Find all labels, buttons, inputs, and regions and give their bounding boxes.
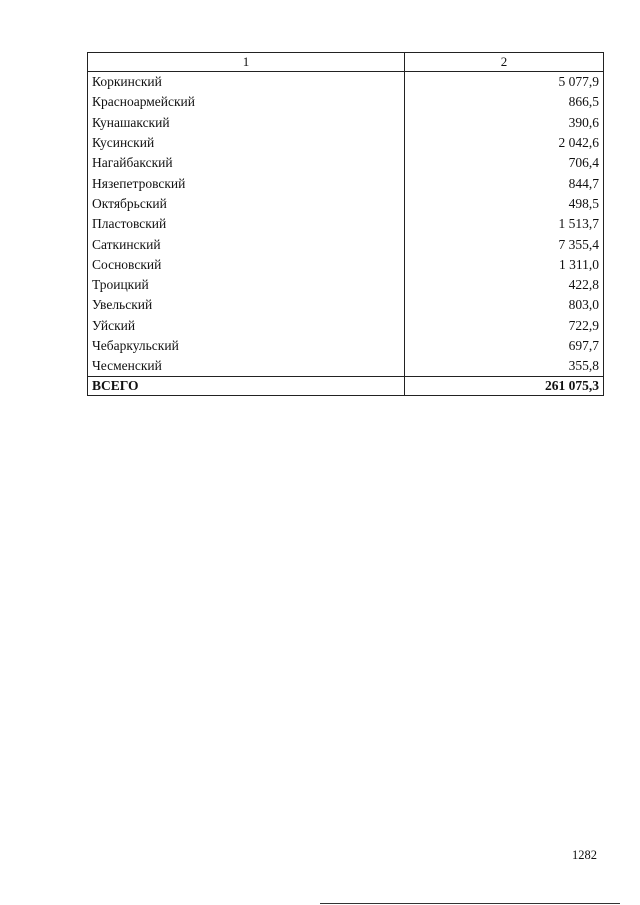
district-name: Пластовский: [88, 214, 405, 234]
total-value: 261 075,3: [405, 377, 604, 396]
bottom-divider: [320, 903, 620, 904]
table-row: [88, 234, 604, 254]
district-value: 844,7: [405, 173, 604, 193]
table-row: [88, 356, 604, 377]
district-name: Уйский: [88, 316, 405, 336]
district-value: 722,9: [405, 316, 604, 336]
district-value: 2 042,6: [405, 133, 604, 153]
district-value: 1 513,7: [405, 214, 604, 234]
district-value: 697,7: [405, 336, 604, 356]
district-name: Чебаркульский: [88, 336, 405, 356]
table-row: [88, 275, 604, 295]
district-value: 498,5: [405, 194, 604, 214]
district-value: 5 077,9: [405, 72, 604, 93]
table-row: [88, 336, 604, 356]
table-body: [88, 72, 604, 396]
table-row: [88, 173, 604, 193]
district-value: 866,5: [405, 92, 604, 112]
district-value: 7 355,4: [405, 234, 604, 254]
page-number: 1282: [572, 848, 597, 862]
district-name: Сосновский: [88, 255, 405, 275]
table-row: [88, 194, 604, 214]
table-row: [88, 255, 604, 275]
district-value: 706,4: [405, 153, 604, 173]
district-name: Троицкий: [88, 275, 405, 295]
data-table: [87, 52, 604, 396]
table-row: [88, 72, 604, 93]
district-name: Увельский: [88, 295, 405, 315]
district-name: Нязепетровский: [88, 173, 405, 193]
district-name: Красноармейский: [88, 92, 405, 112]
table-row: [88, 133, 604, 153]
district-name: Нагайбакский: [88, 153, 405, 173]
table-header-row: [88, 53, 604, 72]
total-label: ВСЕГО: [88, 377, 405, 396]
table-row: [88, 214, 604, 234]
district-value: 803,0: [405, 295, 604, 315]
district-name: Октябрьский: [88, 194, 405, 214]
district-value: 355,8: [405, 356, 604, 377]
column-header-1: 1: [88, 53, 405, 72]
table-row: [88, 316, 604, 336]
district-value: 390,6: [405, 113, 604, 133]
district-name: Коркинский: [88, 72, 405, 93]
district-name: Саткинский: [88, 234, 405, 254]
district-name: Чесменский: [88, 356, 405, 377]
district-name: Кусинский: [88, 133, 405, 153]
table-row: [88, 295, 604, 315]
table-total-row: [88, 377, 604, 396]
district-name: Кунашакский: [88, 113, 405, 133]
district-value: 1 311,0: [405, 255, 604, 275]
district-value: 422,8: [405, 275, 604, 295]
table-row: [88, 153, 604, 173]
table-row: [88, 113, 604, 133]
table-row: [88, 92, 604, 112]
column-header-2: 2: [405, 53, 604, 72]
